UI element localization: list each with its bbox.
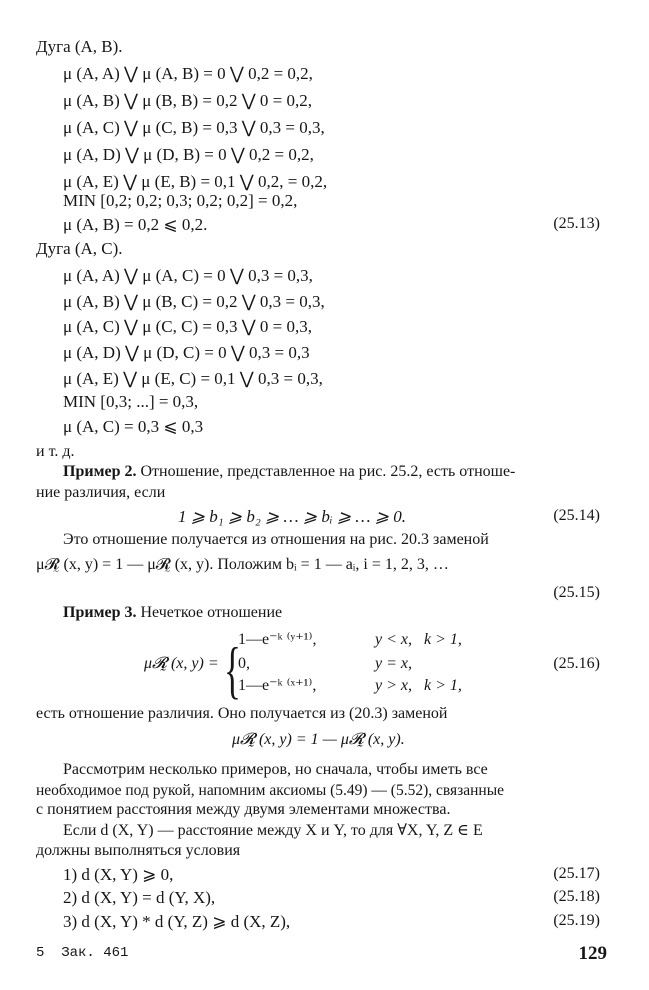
arc-ac-line-4: μ (A, D) ⋁ μ (D, C) = 0 ⋁ 0,3 = 0,3 <box>63 343 310 362</box>
arc-ac-line-5: μ (A, E) ⋁ μ (E, C) = 0,1 ⋁ 0,3 = 0,3, <box>63 369 323 388</box>
example-2-line-4: μ𝓡̰ (x, y) = 1 — μ𝓡̰ (x, y). Положим bᵢ = 1 — aᵢ, i = 1, 2, 3, … <box>36 556 449 573</box>
paragraph-line-3: с понятием расстояния между двумя элементами множества. <box>36 801 451 818</box>
arc-ac-line-6: MIN [0,3; ...] = 0,3, <box>63 392 199 411</box>
arc-ac-line-7: μ (A, C) = 0,3 ⩽ 0,3 <box>63 417 204 436</box>
example-2-text-1: Отношение, представленное на рис. 25.2, есть отноше- <box>136 463 516 480</box>
arc-ac-header: Дуга (A, C). <box>36 239 123 258</box>
case-3-cond: y > x, k > 1, <box>375 677 462 694</box>
page-number: 129 <box>578 943 607 964</box>
example-3-text-1: Нечеткое отношение <box>136 604 283 621</box>
condition-3: 3) d (X, Y) * d (Y, Z) ⩾ d (X, Z), <box>63 912 291 931</box>
condition-2: 2) d (X, Y) = d (Y, X), <box>63 888 216 907</box>
arc-ab-header: Дуга (A, B). <box>36 37 123 56</box>
paragraph-line-1: Рассмотрим несколько примеров, но сначала, чтобы иметь все <box>63 761 488 778</box>
example-2-line-3: Это отношение получается из отношения на рис. 20.3 заменой <box>63 531 489 548</box>
example-3-line-2: есть отношение различия. Оно получается из (20.3) заменой <box>36 705 448 722</box>
case-2-expr: 0, <box>238 655 250 672</box>
case-1-cond: y < x, k > 1, <box>375 631 462 648</box>
paragraph-line-2: необходимое под рукой, напомним аксиомы (5.49) — (5.52), связанные <box>36 782 505 799</box>
example-3-label: Пример 3. <box>63 604 137 621</box>
arc-ab-line-5: μ (A, E) ⋁ μ (E, B) = 0,1 ⋁ 0,2, = 0,2, <box>63 172 328 191</box>
eq-number-25-17: (25.17) <box>553 865 600 882</box>
paragraph-line-5: должны выполняться условия <box>36 842 241 859</box>
formula-25-14: 1 ⩾ b₁ ⩾ b₂ ⩾ … ⩾ bᵢ ⩾ … ⩾ 0. <box>178 507 406 526</box>
eq-number-25-19: (25.19) <box>553 912 600 929</box>
arc-ab-line-3: μ (A, C) ⋁ μ (C, B) = 0,3 ⋁ 0,3 = 0,3, <box>63 118 325 137</box>
arc-ac-line-1: μ (A, A) ⋁ μ (A, C) = 0 ⋁ 0,3 = 0,3, <box>63 266 313 285</box>
printer-signature: 5 Зак. 461 <box>36 945 129 961</box>
formula-25-16-lhs: μ𝓡̰ (x, y) = <box>144 655 219 672</box>
arc-ab-line-7: μ (A, B) = 0,2 ⩽ 0,2. <box>63 215 208 234</box>
example-3-line-1 <box>63 605 282 621</box>
example-2-label: Пример 2. <box>63 463 137 480</box>
arc-ab-line-2: μ (A, B) ⋁ μ (B, B) = 0,2 ⋁ 0 = 0,2, <box>63 91 312 110</box>
example-2-line-1 <box>63 464 515 480</box>
etc-text: и т. д. <box>36 443 75 460</box>
case-1-expr: 1—e⁻ᵏ ⁽ʸ⁺¹⁾, <box>238 631 317 648</box>
formula-example-3: μ𝓡̰ (x, y) = 1 — μ𝓡̰ (x, y). <box>232 731 405 748</box>
example-2-line-2: ние различия, если <box>36 484 166 501</box>
case-brace: { <box>224 634 241 705</box>
eq-number-25-15: (25.15) <box>553 584 600 601</box>
paragraph-line-4: Если d (X, Y) — расстояние между X и Y, то для ∀X, Y, Z ∈ E <box>63 822 483 839</box>
case-2-cond: y = x, <box>375 655 412 672</box>
condition-1: 1) d (X, Y) ⩾ 0, <box>63 865 174 884</box>
arc-ab-line-6: MIN [0,2; 0,2; 0,3; 0,2; 0,2] = 0,2, <box>63 191 298 210</box>
eq-number-25-14: (25.14) <box>553 507 600 524</box>
case-3-expr: 1—e⁻ᵏ ⁽ˣ⁺¹⁾, <box>238 677 317 694</box>
eq-number-25-18: (25.18) <box>553 888 600 905</box>
eq-number-25-16: (25.16) <box>553 655 600 672</box>
arc-ac-line-3: μ (A, C) ⋁ μ (C, C) = 0,3 ⋁ 0 = 0,3, <box>63 317 312 336</box>
arc-ac-line-2: μ (A, B) ⋁ μ (B, C) = 0,2 ⋁ 0,3 = 0,3, <box>63 292 325 311</box>
eq-number-25-13: (25.13) <box>553 215 600 232</box>
arc-ab-line-4: μ (A, D) ⋁ μ (D, B) = 0 ⋁ 0,2 = 0,2, <box>63 145 314 164</box>
arc-ab-line-1: μ (A, A) ⋁ μ (A, B) = 0 ⋁ 0,2 = 0,2, <box>63 64 313 83</box>
